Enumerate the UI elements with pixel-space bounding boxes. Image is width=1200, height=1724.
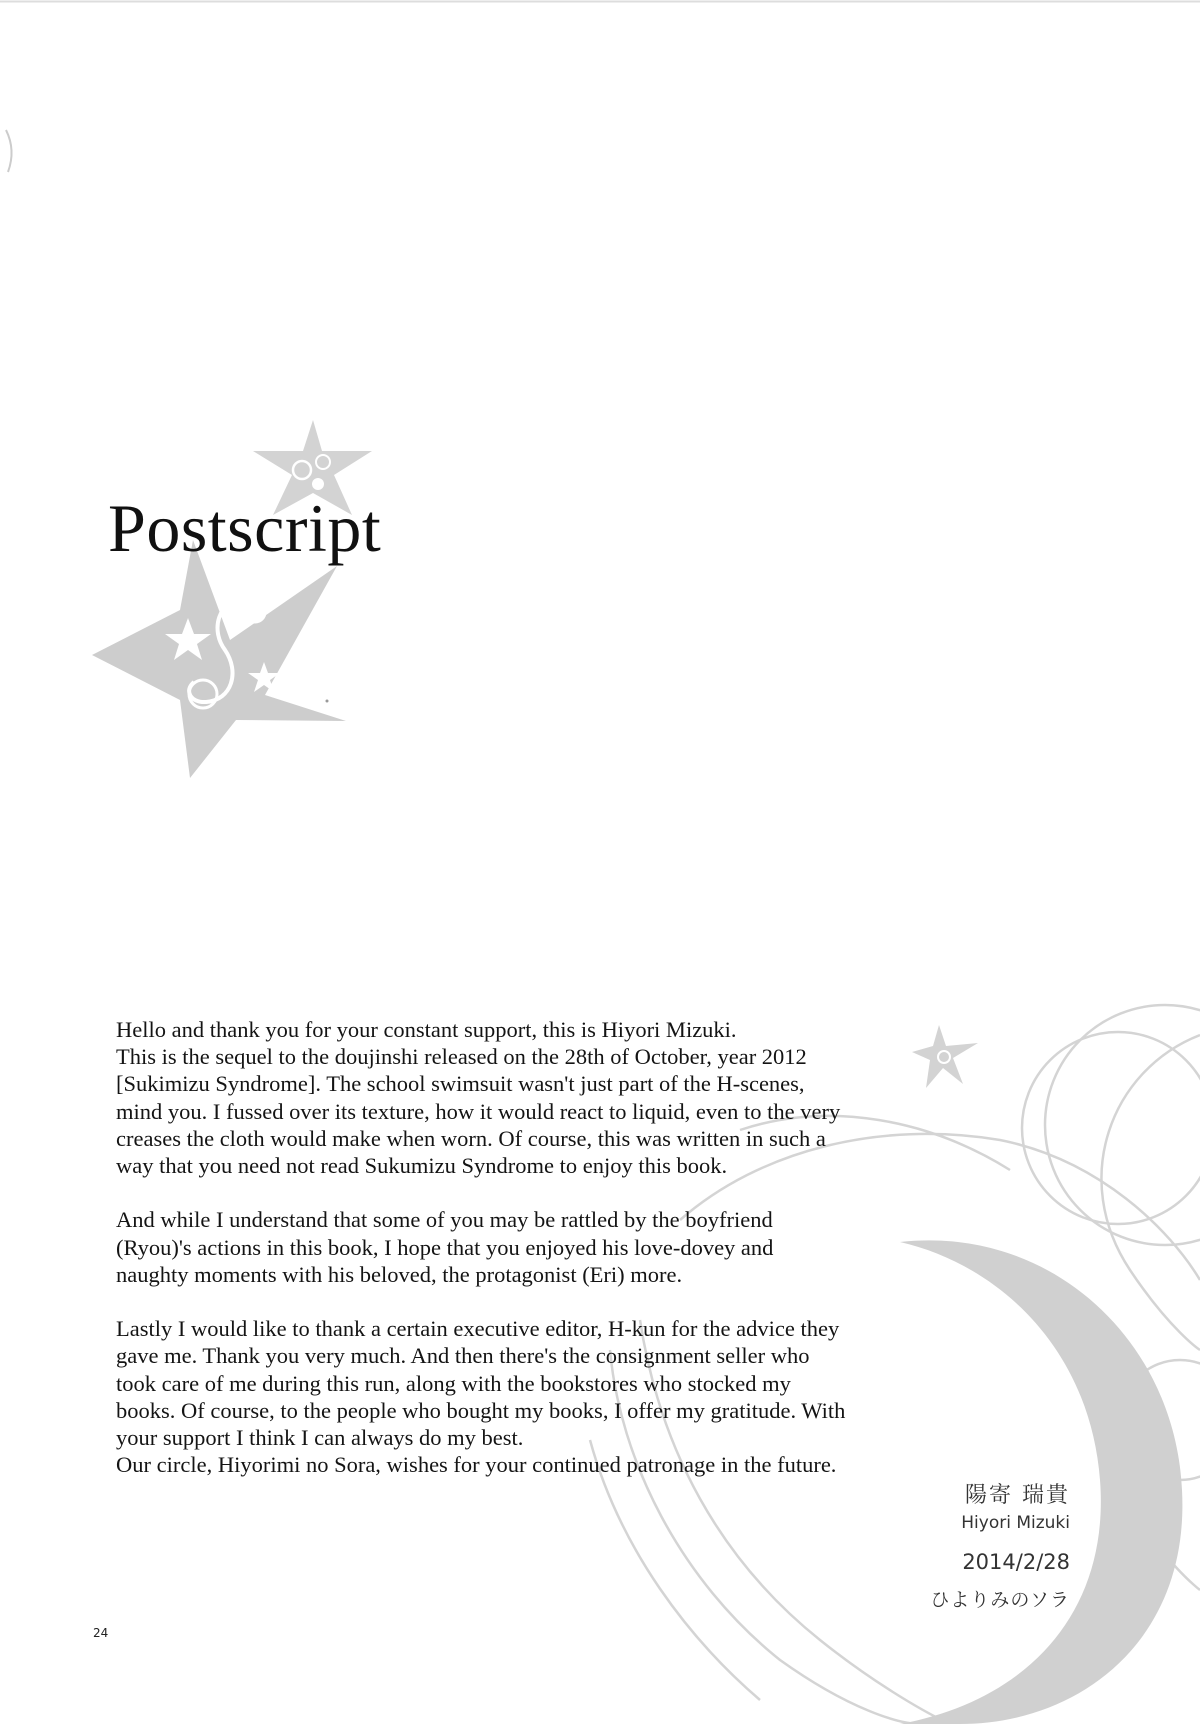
paragraph-circle: Our circle, Hiyorimi no Sora, wishes for your continued patronage in the future. [116,1452,837,1478]
paragraph-boyfriend: And while I understand that some of you may be rattled by the boyfriend (Ryou)'s actions in this book, I hope that you enjoyed his love-dovey and naughty moments with his beloved, the protagonist (Eri) more. [116,1207,774,1287]
paragraph-greeting: Hello and thank you for your constant support, this is Hiyori Mizuki. [116,1017,737,1042]
circle-name: ひよりみのソラ [930,1589,1070,1611]
page-number: 24 [93,1626,109,1640]
paragraph-sequel: This is the sequel to the doujinshi released on the 28th of October, year 2012 [Sukimizu Syndrome]. The school swimsuit wasn't just part of the H-scenes, mind you. I fussed over its texture, how it would react to liquid, even to the very creases the cloth would make when worn. Of course, this was written in such a way that you need not read Sukumizu Syndrome to enjoy this book. [116,1044,841,1179]
author-name-kanji: 陽寄 瑞貴 [965,1483,1070,1508]
page-title: Postscript [108,490,382,566]
large-star-icon [92,540,346,778]
author-name-romaji: Hiyori Mizuki [961,1513,1070,1533]
postscript-body [116,1016,846,1478]
paragraph-thanks: Lastly I would like to thank a certain executive editor, H-kun for the advice they gave me. Thank you very much. And then there's the consignment seller who took care of me during this run, along with the bookstores who stocked my books. Of course, to the people who bought my books, I offer my gratitude. With your support I think I can always do my best. [116,1316,846,1451]
side-star-icon [912,1025,978,1088]
signature-date: 2014/2/28 [962,1550,1070,1574]
